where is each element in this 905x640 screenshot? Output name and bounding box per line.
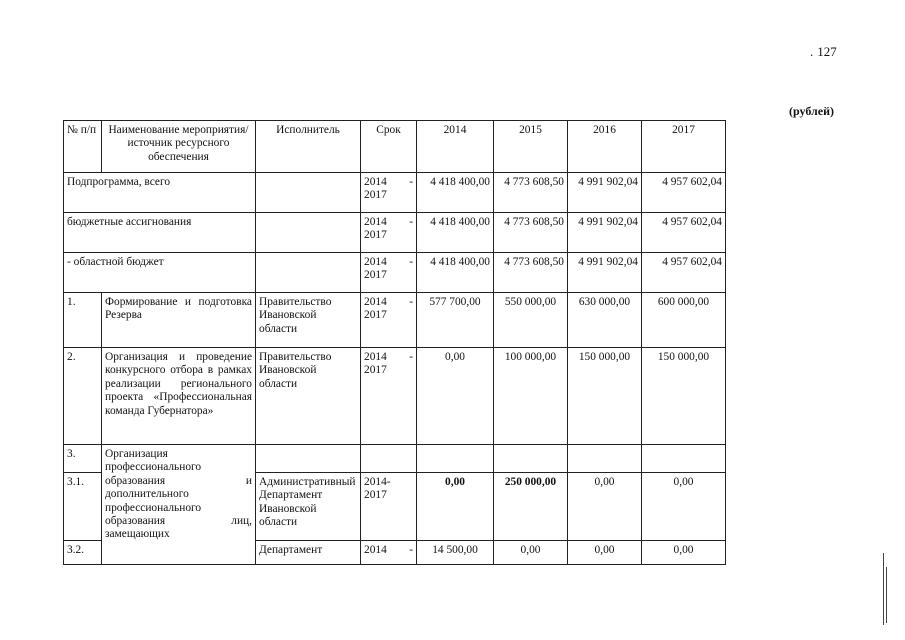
row-budget-2017: 4 957 602,04: [642, 213, 726, 253]
table-row: [64, 348, 726, 445]
row-total-2016: 4 991 902,04: [568, 173, 642, 213]
row-2-2015: 100 000,00: [494, 348, 568, 445]
row-budget-2015: 4 773 608,50: [494, 213, 568, 253]
table-row: [64, 173, 726, 213]
row-regional-2014: 4 418 400,00: [417, 253, 494, 293]
row-2-2014: 0,00: [417, 348, 494, 445]
row-3-1-executor: Административный Департамент Ивановской области: [256, 473, 361, 541]
row-budget-name: бюджетные ассигнования: [64, 213, 256, 253]
row-1-num: 1.: [64, 293, 102, 348]
row-budget-2016: 4 991 902,04: [568, 213, 642, 253]
row-3-1-2015: 250 000,00: [494, 473, 568, 541]
row-3-1-2014: 0,00: [417, 473, 494, 541]
row-2-period: [361, 348, 417, 445]
period-start: 2014: [364, 256, 387, 268]
row-budget-executor: [256, 213, 361, 253]
row-3-1-2016: 0,00: [568, 473, 642, 541]
row-total-period: [361, 173, 417, 213]
row-regional-2016: 4 991 902,04: [568, 253, 642, 293]
row-3-2016: [568, 445, 642, 473]
period-start: 2014: [364, 296, 387, 308]
header-period: Срок: [361, 121, 417, 173]
table-row: [64, 293, 726, 348]
table-row: [64, 445, 726, 473]
row-total-2017: 4 957 602,04: [642, 173, 726, 213]
period-end: 2017: [364, 189, 387, 202]
header-2016: 2016: [568, 121, 642, 173]
row-regional-2017: 4 957 602,04: [642, 253, 726, 293]
row-3-2-2015: 0,00: [494, 541, 568, 565]
header-2015: 2015: [494, 121, 568, 173]
row-3-2017: [642, 445, 726, 473]
row-total-executor: [256, 173, 361, 213]
period-dash: -: [409, 544, 413, 556]
row-3-period: [361, 445, 417, 473]
row-regional-period: [361, 253, 417, 293]
page-number: . 127: [810, 44, 837, 59]
row-total-2015: 4 773 608,50: [494, 173, 568, 213]
row-2-name: Организация и проведение конкурсного отбора в рамках реализации регионального проекта «Профессиональная команда Губернатора»: [102, 348, 256, 445]
header-name: Наименование мероприятия/источник ресурсного обеспечения: [102, 121, 256, 173]
row-regional-2015: 4 773 608,50: [494, 253, 568, 293]
row-3-2-2017: 0,00: [642, 541, 726, 565]
header-2014: 2014: [417, 121, 494, 173]
row-1-executor: Правительство Ивановской области: [256, 293, 361, 348]
row-3-2-period: [361, 541, 417, 565]
period-end: 2017: [364, 229, 387, 242]
row-2-num: 2.: [64, 348, 102, 445]
period-end: 2017: [364, 269, 387, 282]
row-regional-executor: [256, 253, 361, 293]
budget-table: [63, 120, 726, 565]
period-end: 2017: [364, 364, 387, 377]
row-3-1-2017: 0,00: [642, 473, 726, 541]
row-3-num: 3.: [64, 445, 102, 473]
header-row: [64, 121, 726, 173]
row-1-2015: 550 000,00: [494, 293, 568, 348]
units-label: (рублей): [789, 104, 835, 118]
row-2-executor: Правительство Ивановской области: [256, 348, 361, 445]
row-3-1-num: 3.1.: [64, 473, 102, 541]
row-3-2014: [417, 445, 494, 473]
period-start: 2014: [364, 351, 387, 363]
row-budget-2014: 4 418 400,00: [417, 213, 494, 253]
row-3-executor: [256, 445, 361, 473]
row-1-period: [361, 293, 417, 348]
period-dash: -: [409, 296, 413, 308]
row-total-2014: 4 418 400,00: [417, 173, 494, 213]
table-row: [64, 253, 726, 293]
row-2-2016: 150 000,00: [568, 348, 642, 445]
row-3-name: Организация профессионального образования и дополнительного профессионального образования лиц, замещающих: [102, 445, 256, 565]
row-3-1-period: 2014-2017: [361, 473, 417, 541]
binding-marks: [883, 553, 889, 625]
row-2-2017: 150 000,00: [642, 348, 726, 445]
row-3-2015: [494, 445, 568, 473]
row-1-2017: 600 000,00: [642, 293, 726, 348]
row-1-2016: 630 000,00: [568, 293, 642, 348]
row-3-2-num: 3.2.: [64, 541, 102, 565]
period-start: 2014: [364, 544, 387, 556]
row-1-2014: 577 700,00: [417, 293, 494, 348]
header-executor: Исполнитель: [256, 121, 361, 173]
period-dash: -: [409, 216, 413, 228]
period-dash: -: [409, 256, 413, 268]
header-2017: 2017: [642, 121, 726, 173]
period-end: 2017: [364, 309, 387, 322]
row-budget-period: [361, 213, 417, 253]
row-3-2-executor: Департамент: [256, 541, 361, 565]
table-row: [64, 213, 726, 253]
period-dash: -: [409, 176, 413, 188]
row-regional-name: - областной бюджет: [64, 253, 256, 293]
header-num: № п/п: [64, 121, 102, 173]
row-total-name: Подпрограмма, всего: [64, 173, 256, 213]
period-dash: -: [409, 351, 413, 363]
page-number-value: 127: [817, 44, 837, 59]
row-3-2-2016: 0,00: [568, 541, 642, 565]
period-start: 2014: [364, 176, 387, 188]
row-3-2-2014: 14 500,00: [417, 541, 494, 565]
period-start: 2014: [364, 216, 387, 228]
row-1-name: Формирование и подготовка Резерва: [102, 293, 256, 348]
